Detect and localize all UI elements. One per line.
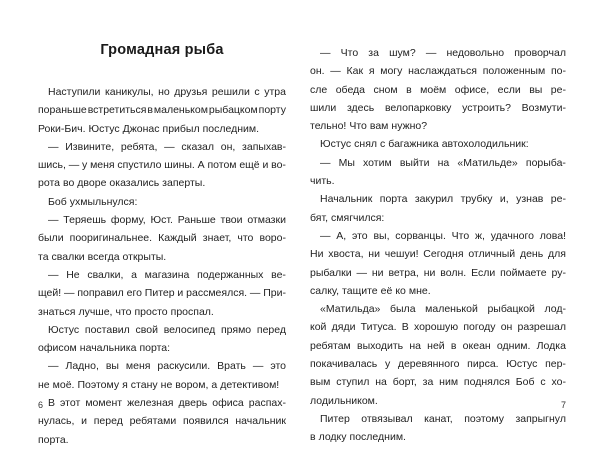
left-page-text <box>38 83 286 449</box>
chapter-title: Громадная рыба <box>100 42 224 58</box>
text-line: нулась, и перед ребятами появился начальник <box>38 415 286 428</box>
text-line: не моё. Поэтому я стану не вором, а детективом! <box>38 378 280 391</box>
text-line: — Теряешь форму, Юст. Раньше твои отмазки <box>48 214 286 227</box>
text-line: были пооригинальнее. Каждый знает, что воро- <box>38 232 286 245</box>
text-line: тельно! Что вам нужно? <box>310 120 428 133</box>
text-line: Питер отвязывал канат, поэтому запрыгнул <box>320 412 566 425</box>
text-line: «Матильда» была маленькой рыбацкой лод- <box>320 303 566 316</box>
text-line: в лодку последним. <box>310 431 406 444</box>
text-line: — Ладно, вы меня раскусили. Врать — это <box>48 360 286 373</box>
right-page <box>310 0 566 444</box>
left-page <box>38 0 286 446</box>
text-line: шись, — у меня спустило шины. А потом ещё и во- <box>38 159 286 172</box>
text-line: щей! — поправил его Питер и рассмеялся. — При- <box>38 287 286 300</box>
text-line: Ни хвоста, ни чешуи! Сегодня отличный день для <box>310 248 566 261</box>
text-line: Юстус поставил свой велосипед прямо перед <box>48 323 286 336</box>
text-line: знаться лучше, что просто проспал. <box>38 305 214 318</box>
text-line: вым ступил на борт, за ним поднялся Боб с хо- <box>310 376 566 389</box>
text-line: рыбалки — ни ветра, ни волн. Если поймаете ру- <box>310 266 566 279</box>
text-line: В этот момент железная дверь офиса распах- <box>48 397 286 410</box>
text-line: чить. <box>310 175 335 188</box>
right-page-text <box>310 44 566 447</box>
text-line: Наступили каникулы, но друзья решили с утра <box>48 86 286 98</box>
text-line: шили здесь велопарковку устроить? Возмути- <box>310 101 566 114</box>
text-line: — Не свалки, а магазина подержанных ве- <box>48 268 286 281</box>
text-line: Роки-Бич. Юстус Джонас прибыл последним. <box>38 122 260 135</box>
page-number-right: 7 <box>560 400 566 410</box>
text-line: та свалки всегда открыты. <box>38 250 167 263</box>
text-line: Юстус снял с багажника автохолодильник: <box>320 138 529 151</box>
text-line: сле обеда сном в моём офисе, если вы ре- <box>310 83 566 96</box>
text-line: — Мы хотим выйти на «Матильде» порыба- <box>320 156 566 169</box>
text-line: — Что за шум? — недовольно проворчал <box>320 47 566 59</box>
text-line: Боб ухмыльнулся: <box>48 195 138 208</box>
text-line: пораньше встретиться в маленьком рыбацком порту <box>38 104 286 117</box>
text-line: лодильником. <box>310 394 378 407</box>
text-line: — А, это вы, сорванцы. Что ж, удачного лова! <box>320 229 566 242</box>
text-line: кой дяди Титуса. В хорошую погоду он разрешал <box>310 321 566 334</box>
text-line: рота во дворе оказались заперты. <box>38 177 206 190</box>
page-number-left: 6 <box>38 400 44 410</box>
text-line: он. — Как я могу наслаждаться положенным по- <box>310 65 566 78</box>
text-line: салку, тащите её ко мне. <box>310 284 431 297</box>
text-line: офисом начальника порта: <box>38 342 171 355</box>
text-line: Начальник порта закурил трубку и, узнав ре- <box>320 193 566 206</box>
text-line: покачивалась у деревянного пирса. Юстус пер- <box>310 358 566 371</box>
text-line: порта. <box>38 433 69 446</box>
text-line: — Извините, ребята, — сказал он, запыхав- <box>48 140 286 153</box>
text-line: ребятам выходить на ней в океан одним. Лодка <box>310 339 566 352</box>
text-line: бят, смягчился: <box>310 211 385 224</box>
